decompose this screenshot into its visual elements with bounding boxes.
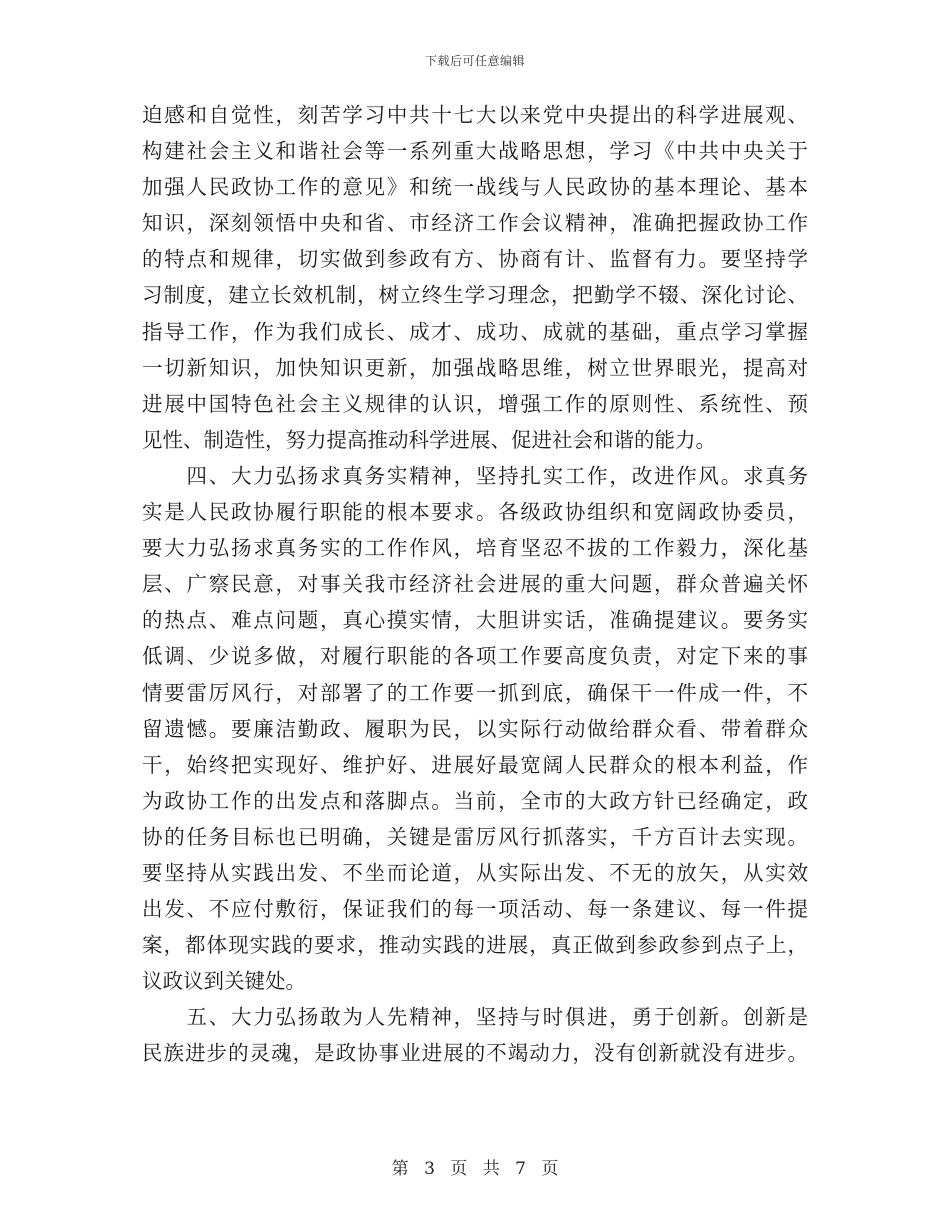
footer-word-gong: 共 — [482, 1159, 500, 1179]
body-line: 议政议到关键处。 — [142, 969, 306, 994]
document-body — [142, 97, 808, 1072]
body-line: 层、广察民意，对事关我市经济社会进展的重大问题，群众普遍关怀 — [142, 572, 808, 597]
footer-word-ye: 页 — [541, 1159, 559, 1179]
body-line: 出发、不应付敷衍，保证我们的每一项活动、每一条建议、每一件提 — [142, 897, 808, 922]
body-line: 实是人民政协履行职能的根本要求。各级政协组织和宽阔政协委员， — [142, 500, 808, 525]
body-line: 留遗憾。要廉洁勤政、履职为民，以实际行动做给群众看、带着群众 — [142, 716, 808, 741]
body-line: 指导工作，作为我们成长、成才、成功、成就的基础，重点学习掌握 — [142, 319, 808, 344]
body-line: 低调、少说多做，对履行职能的各项工作要高度负责，对定下来的事 — [142, 644, 808, 669]
body-line: 四、大力弘扬求真务实精神，坚持扎实工作，改进作风。求真务 — [142, 463, 808, 488]
body-line: 习制度，建立长效机制，树立终生学习理念，把勤学不辍、深化讨论、 — [142, 283, 808, 308]
body-line: 构建社会主义和谐社会等一系列重大战略思想，学习《中共中央关于 — [142, 139, 808, 164]
body-line: 要坚持从实践出发、不坐而论道，从实际出发、不无的放矢，从实效 — [142, 860, 808, 885]
page-header-note: 下载后可任意编辑 — [424, 54, 525, 68]
body-line: 五、大力弘扬敢为人先精神，坚持与时俱进，勇于创新。创新是 — [142, 1005, 808, 1030]
body-line: 协的任务目标也已明确，关键是雷厉风行抓落实，千方百计去实现。 — [142, 824, 808, 849]
footer-word-ye: 页 — [450, 1159, 468, 1179]
body-line: 要大力弘扬求真务实的工作作风，培育坚忍不拔的工作毅力，深化基 — [142, 536, 808, 561]
footer-word-di: 第 — [391, 1159, 409, 1179]
body-line: 知识，深刻领悟中央和省、市经济工作会议精神，准确把握政协工作 — [142, 211, 808, 236]
footer-total-pages: 7 — [515, 1159, 526, 1179]
body-line: 见性、制造性，努力提高推动科学进展、促进社会和谐的能力。 — [142, 427, 716, 452]
body-line: 为政协工作的出发点和落脚点。当前，全市的大政方针已经确定，政 — [142, 788, 808, 813]
body-line: 案，都体现实践的要求，推动实践的进展，真正做到参政参到点子上， — [142, 933, 808, 958]
body-line: 一切新知识，加快知识更新，加强战略思维，树立世界眼光，提高对 — [142, 355, 808, 380]
body-line: 进展中国特色社会主义规律的认识，增强工作的原则性、系统性、预 — [142, 391, 808, 416]
footer-current-page: 3 — [424, 1159, 435, 1179]
page-footer — [0, 1154, 950, 1179]
body-line: 的热点、难点问题，真心摸实情，大胆讲实话，准确提建议。要务实 — [142, 608, 808, 633]
body-line: 的特点和规律，切实做到参政有方、协商有计、监督有力。要坚持学 — [142, 247, 808, 272]
body-line: 干，始终把实现好、维护好、进展好最宽阔人民群众的根本利益，作 — [142, 752, 808, 777]
body-line: 加强人民政协工作的意见》和统一战线与人民政协的基本理论、基本 — [142, 175, 808, 200]
body-line: 情要雷厉风行，对部署了的工作要一抓到底，确保干一件成一件，不 — [142, 680, 808, 705]
body-line: 迫感和自觉性，刻苦学习中共十七大以来党中央提出的科学进展观、 — [142, 103, 808, 127]
body-line: 民族进步的灵魂，是政协事业进展的不竭动力，没有创新就没有进步。 — [142, 1041, 808, 1066]
